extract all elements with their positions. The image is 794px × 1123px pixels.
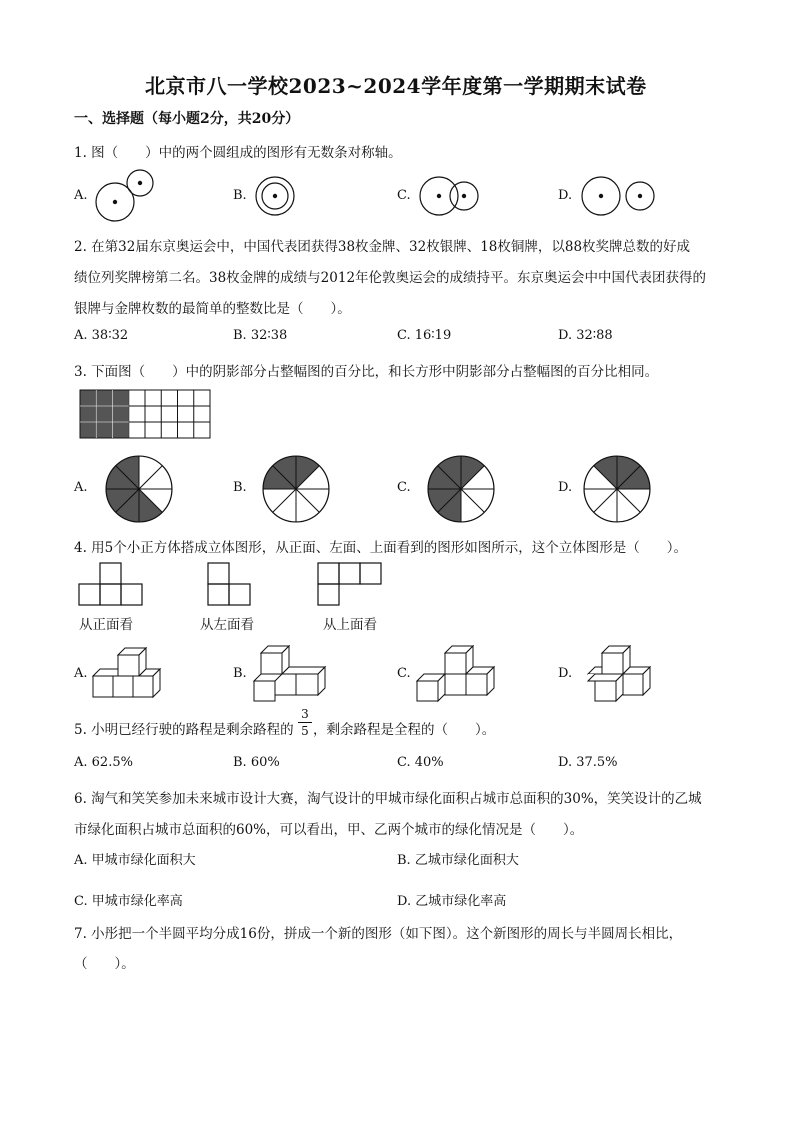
q4-front-view [79, 563, 145, 608]
q5-option-c[interactable]: C. 40% [397, 755, 444, 770]
q4-option-c[interactable]: C. [397, 666, 411, 681]
q3-option-a[interactable]: A. [74, 480, 88, 495]
q2-option-c[interactable]: C. 16∶19 [397, 328, 452, 343]
q6-option-d[interactable]: D. 乙城市绿化率高 [397, 894, 507, 909]
question-2-line-3: 银牌与金牌枚数的最简单的整数比是（ ）。 [74, 301, 351, 317]
q5-option-a[interactable]: A. 62.5% [74, 755, 133, 770]
q1-option-b[interactable]: B. [233, 188, 247, 203]
question-7-line-2: （ ）。 [74, 956, 135, 972]
q3-pie-b [261, 454, 331, 524]
question-7-line-1: 7. 小彤把一个半圆平均分成16份，拼成一个新的图形（如下图）。这个新图形的周长与半圆周长相比， [74, 926, 683, 942]
q1-figure-d [580, 176, 660, 220]
q4-view-label-front: 从正面看 [79, 617, 133, 633]
q4-option-d[interactable]: D. [558, 666, 573, 681]
q4-view-label-top: 从上面看 [323, 617, 377, 633]
q1-figure-a [90, 168, 160, 224]
q4-solid-d [580, 646, 654, 702]
q3-option-d[interactable]: D. [558, 480, 573, 495]
q5-option-d[interactable]: D. 37.5% [558, 755, 618, 770]
q6-option-a[interactable]: A. 甲城市绿化面积大 [74, 853, 196, 868]
q4-option-b[interactable]: B. [233, 666, 247, 681]
q5-fraction-numerator: 3 [301, 707, 309, 721]
question-2-line-1: 2. 在第32届东京奥运会中，中国代表团获得38枚金牌、32枚银牌、18枚铜牌，以88枚奖牌总数的好成 [74, 239, 691, 255]
q3-option-c[interactable]: C. [397, 480, 411, 495]
q3-pie-c [426, 454, 496, 524]
question-5-text: 5. 小明已经行驶的路程是剩余路程的 [74, 722, 294, 738]
q5-fraction-denominator: 5 [301, 724, 309, 738]
q4-solid-a [92, 648, 164, 700]
q1-option-a[interactable]: A. [74, 188, 88, 203]
question-6-line-1: 6. 淘气和笑笑参加未来城市设计大赛，淘气设计的甲城市绿化面积占城市总面积的30%，笑笑设计的乙城 [74, 791, 702, 807]
section-heading: 一、选择题（每小题2分，共20分） [74, 111, 300, 127]
q6-option-b[interactable]: B. 乙城市绿化面积大 [397, 853, 519, 868]
q4-solid-c [416, 646, 498, 702]
q1-option-c[interactable]: C. [397, 188, 411, 203]
q3-rectangle-grid [80, 390, 214, 440]
q4-top-view [318, 563, 384, 608]
q4-view-label-left: 从左面看 [200, 617, 254, 633]
q4-option-a[interactable]: A. [74, 666, 88, 681]
question-2-line-2: 绩位列奖牌榜第二名。38枚金牌的成绩与2012年伦敦奥运会的成绩持平。东京奥运会中中国代表团获得的 [74, 270, 707, 286]
page-title: 北京市八一学校2023~2024学年度第一学期期末试卷 [145, 74, 647, 98]
q4-solid-b [253, 646, 333, 702]
question-3: 3. 下面图（ ）中的阴影部分占整幅图的百分比，和长方形中阴影部分占整幅图的百分比相同。 [74, 364, 659, 380]
q6-option-c[interactable]: C. 甲城市绿化率高 [74, 894, 183, 909]
q2-option-d[interactable]: D. 32∶88 [558, 328, 613, 343]
q5-option-b[interactable]: B. 60% [233, 755, 280, 770]
question-6-line-2: 市绿化面积占城市总面积的60%，可以看出，甲、乙两个城市的绿化情况是（ ）。 [74, 822, 584, 838]
q1-option-d[interactable]: D. [558, 188, 573, 203]
question-1: 1. 图（ ）中的两个圆组成的图形有无数条对称轴。 [74, 145, 402, 161]
q3-pie-d [582, 454, 652, 524]
question-4: 4. 用5个小正方体搭成立体图形，从正面、左面、上面看到的图形如图所示，这个立体图形是（ ）。 [74, 540, 688, 556]
q2-option-b[interactable]: B. 32∶38 [233, 328, 288, 343]
q3-option-b[interactable]: B. [233, 480, 247, 495]
q1-figure-c [418, 176, 482, 220]
question-5-text-tail: ，剩余路程是全程的（ ）。 [313, 722, 496, 738]
q4-left-view [208, 563, 254, 608]
q2-option-a[interactable]: A. 38∶32 [74, 328, 129, 343]
q1-figure-b [254, 176, 298, 220]
q5-fraction [298, 707, 312, 738]
q3-pie-a [104, 454, 174, 524]
